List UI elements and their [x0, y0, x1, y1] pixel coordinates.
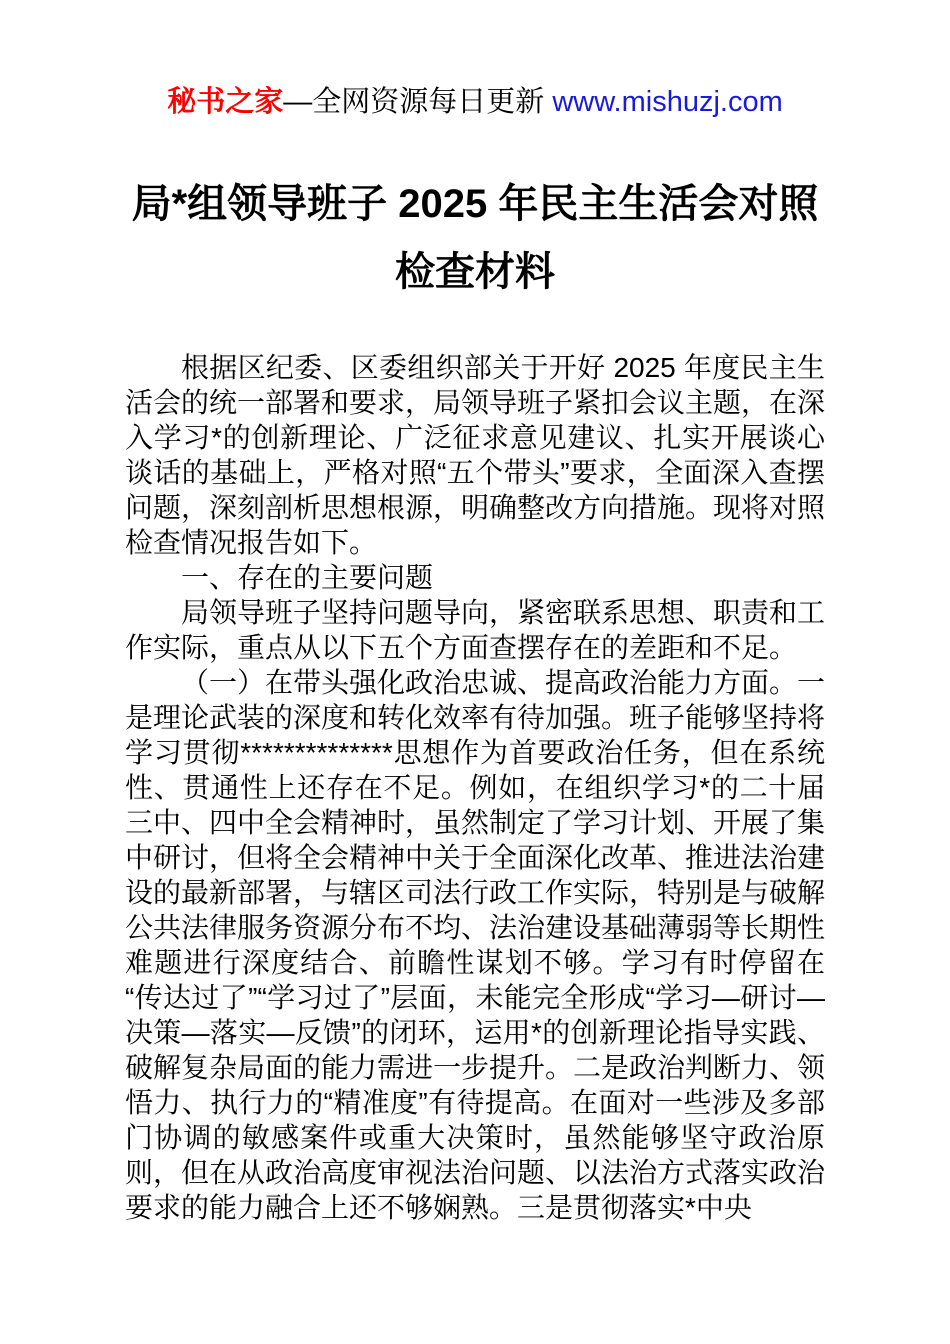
document-title-line-1: 局*组领导班子 2025 年民主生活会对照 — [131, 182, 819, 226]
document-title — [0, 170, 950, 306]
section-heading-main-problems: 一、存在的主要问题 — [181, 562, 434, 593]
site-name: 秘书之家 — [167, 86, 284, 118]
paragraph-item-one: （一）在带头强化政治忠诚、提高政治能力方面。一是理论武装的深度和转化效率有待加强。班子能够坚持将学习贯彻**************思想作为首要政治任务，但在系统性、贯通性上还存在不足。例如，在组织学习*的二十届三中、四中全会精神时，虽然制定了学习计划、开展了集中研讨，但将全会精神中关于全面深化改革、推进法治建设的最新部署，与辖区司法行政工作实际，特别是与破解公共法律服务资源分布不均、法治建设基础薄弱等长期性难题进行深度结合、前瞻性谋划不够。学习有时停留在“传达过了”“学习过了”层面，未能完全形成“学习—研讨—决策—落实—反馈”的闭环，运用*的创新理论指导实践、破解复杂局面的能力需进一步提升。二是政治判断力、领悟力、执行力的“精准度”有待提高。在面对一些涉及多部门协调的敏感案件或重大决策时，虽然能够坚守政治原则，但在从政治高度审视法治问题、以法治方式落实政治要求的能力融合上还不够娴熟。三是贯彻落实*中央 — [125, 667, 826, 1223]
site-tagline: —全网资源每日更新 — [283, 86, 553, 118]
site-url-link[interactable]: www.mishuzj.com — [552, 86, 783, 118]
document-title-line-2: 检查材料 — [395, 250, 555, 294]
site-header — [0, 0, 950, 120]
paragraph-overview: 局领导班子坚持问题导向，紧密联系思想、职责和工作实际，重点从以下五个方面查摆存在的差距和不足。 — [125, 597, 826, 663]
paragraph-intro: 根据区纪委、区委组织部关于开好 2025 年度民主生活会的统一部署和要求，局领导班子紧扣会议主题，在深入学习*的创新理论、广泛征求意见建议、扎实开展谈心谈话的基础上，严格对照“五个带头”要求，全面深入查摆问题，深刻剖析思想根源，明确整改方向措施。现将对照检查情况报告如下。 — [125, 352, 826, 558]
document-body — [125, 350, 825, 1225]
